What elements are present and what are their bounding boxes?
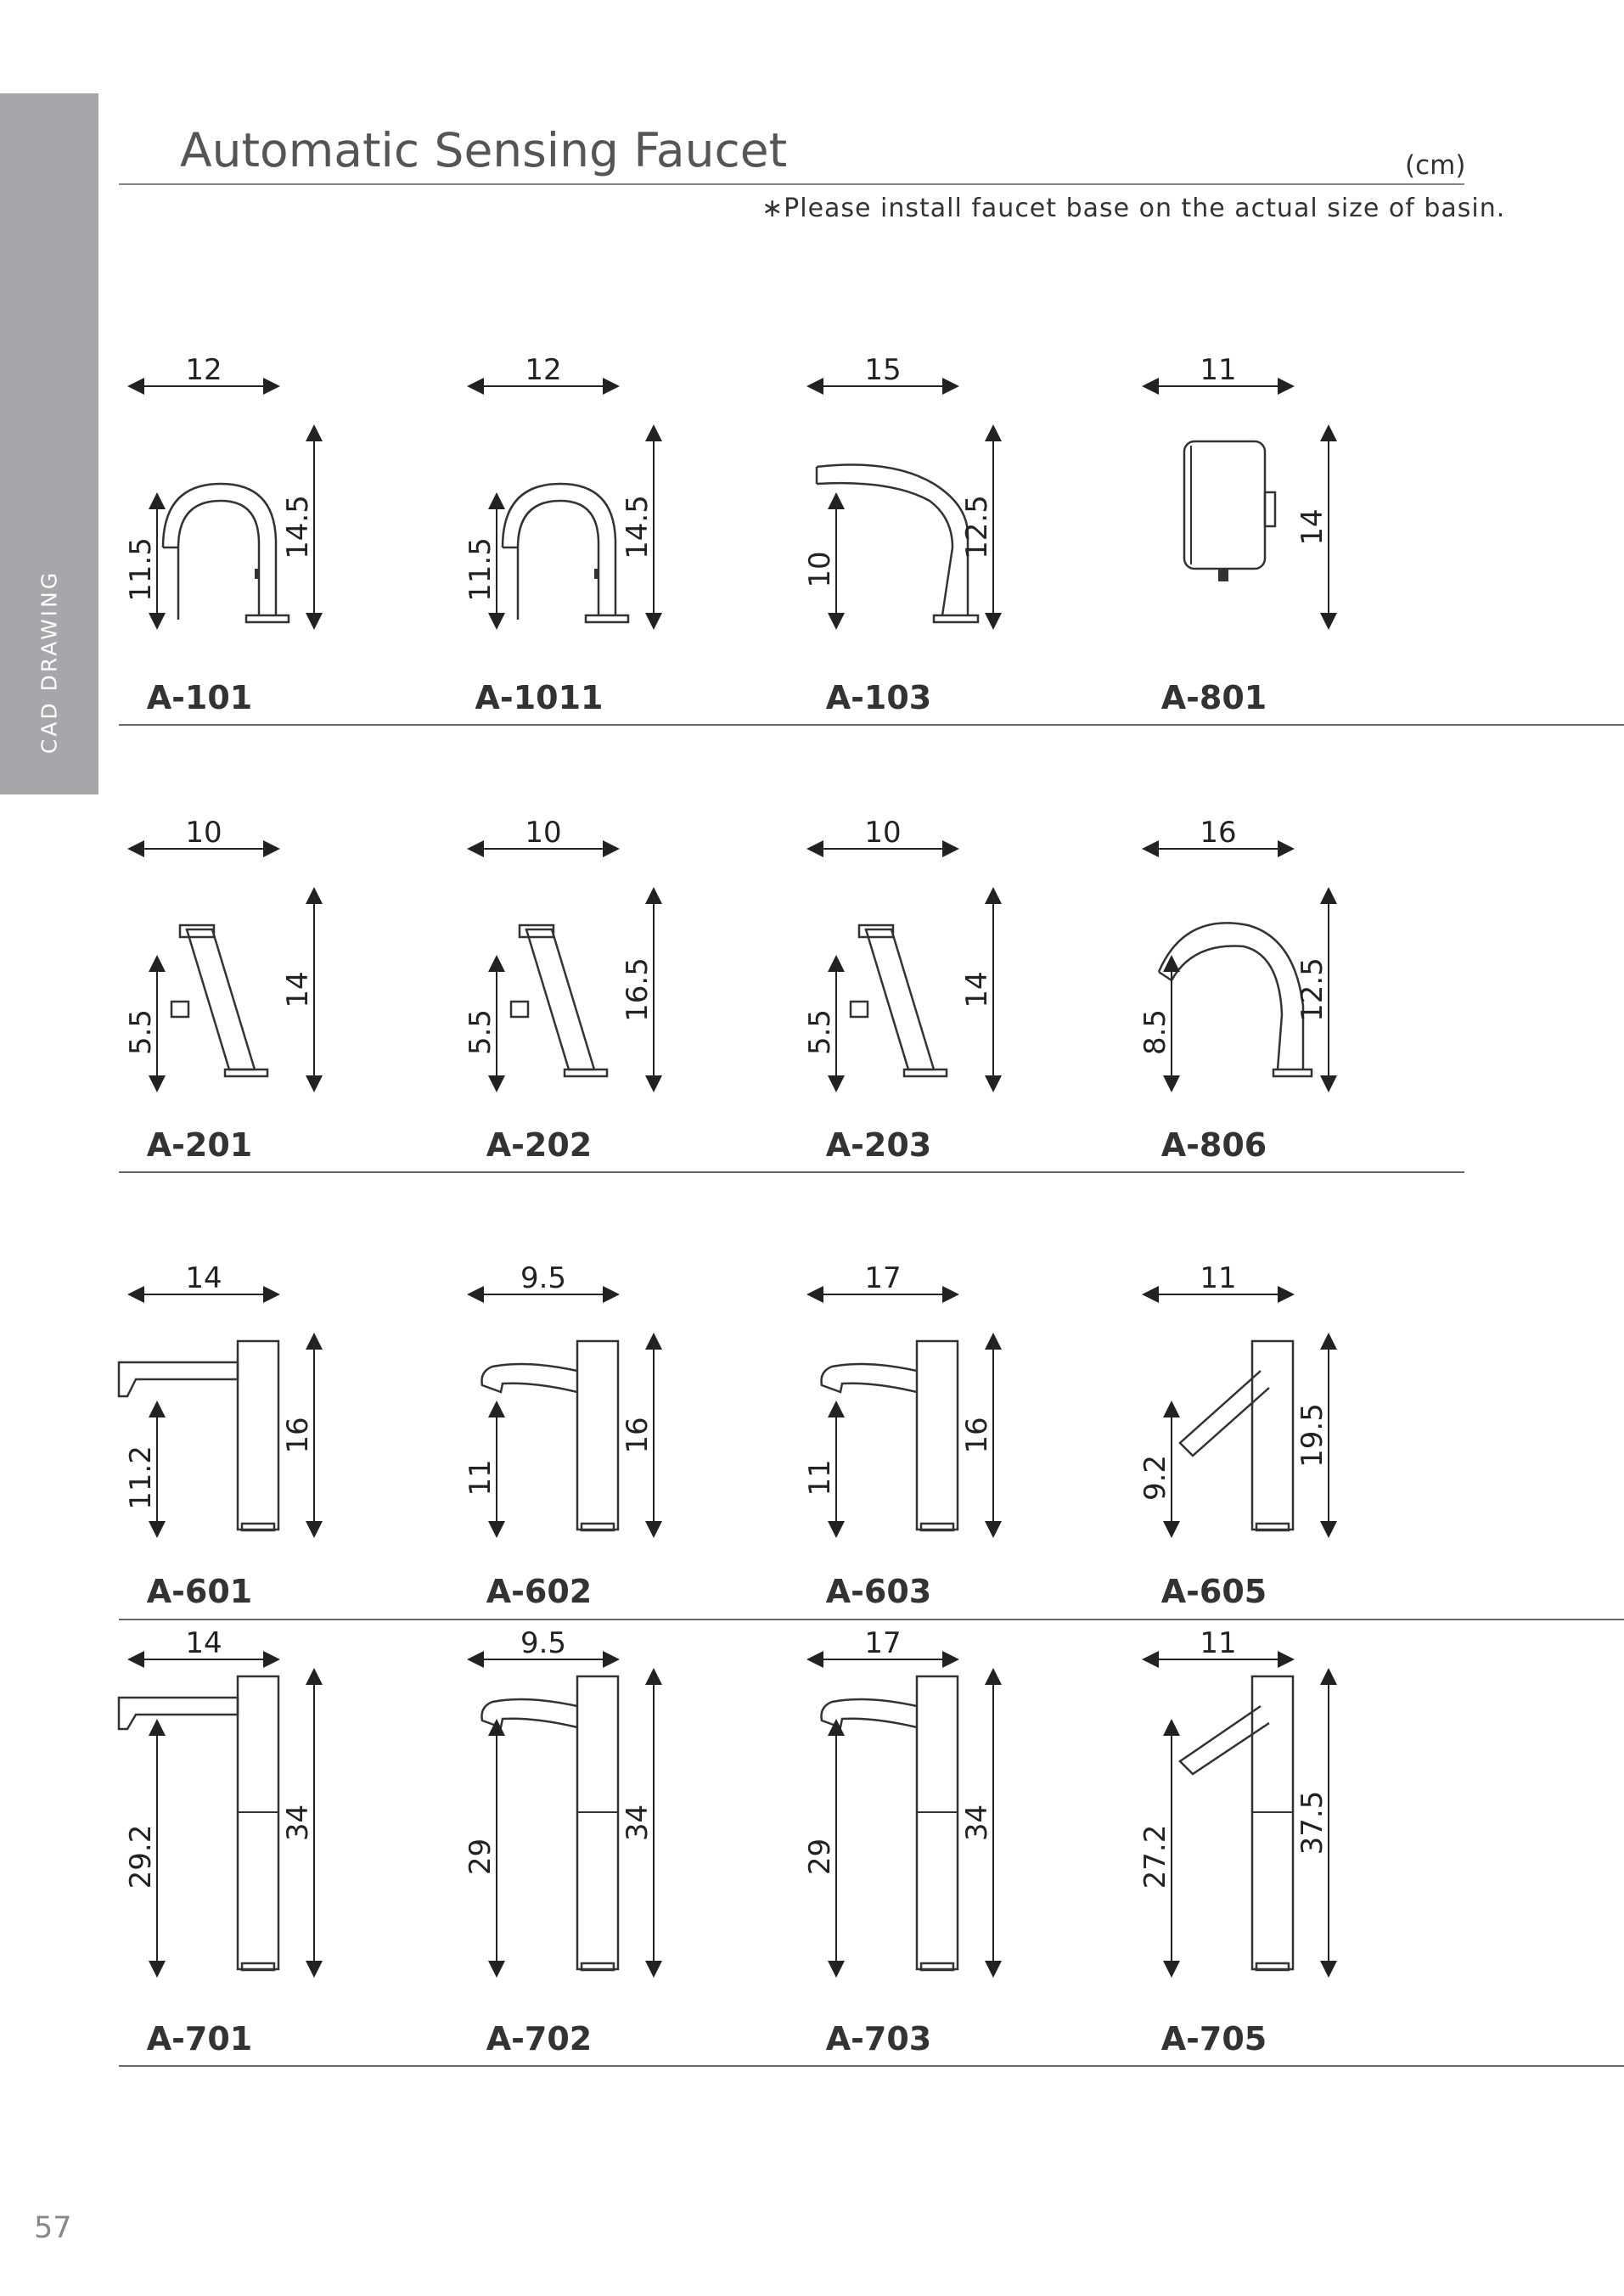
width-value: 16 (1200, 816, 1237, 850)
total-height-value: 34 (960, 1804, 994, 1842)
faucet-drawing (424, 816, 781, 1091)
faucet-drawing (764, 1626, 1121, 1982)
total-height-value: 19.5 (1295, 1403, 1329, 1468)
drawing-a-201 (85, 816, 441, 1091)
total-height-value: 14.5 (281, 495, 315, 559)
spout-height-value: 29 (464, 1838, 497, 1876)
model-label: A-702 (486, 2020, 593, 2057)
spout-height-value: 11.2 (124, 1446, 158, 1510)
drawing-a-601 (85, 1261, 441, 1536)
faucet-drawing (85, 816, 441, 1091)
drawing-a-1011 (424, 353, 781, 628)
title-divider (119, 183, 1464, 185)
total-height-value: 12.5 (1295, 957, 1329, 1022)
page-number: 57 (34, 2211, 72, 2245)
width-value: 11 (1200, 1626, 1237, 1660)
total-height-value: 14.5 (621, 495, 655, 559)
model-label: A-703 (825, 2020, 932, 2057)
spout-height-value: 8.5 (1138, 1008, 1172, 1056)
total-height-value: 14 (1295, 508, 1329, 546)
page-title: Automatic Sensing Faucet (180, 123, 788, 177)
drawing-a-101 (85, 353, 441, 628)
width-value: 12 (525, 353, 562, 387)
width-value: 14 (185, 1626, 222, 1660)
spout-height-value: 27.2 (1138, 1824, 1172, 1889)
model-label: A-601 (146, 1573, 253, 1610)
spout-height-value: 29.2 (124, 1824, 158, 1889)
width-value: 17 (864, 1626, 902, 1660)
spout-height-value: 5.5 (124, 1008, 158, 1056)
model-label: A-602 (486, 1573, 593, 1610)
faucet-drawing (85, 1626, 441, 1982)
install-note: ∗Please install faucet base on the actual size of basin. (761, 194, 1506, 223)
width-value: 11 (1200, 1261, 1237, 1295)
model-label: A-201 (146, 1126, 253, 1164)
drawing-a-203 (764, 816, 1121, 1091)
width-value: 10 (525, 816, 562, 850)
faucet-drawing (764, 353, 1121, 628)
faucet-drawing (1099, 816, 1456, 1091)
faucet-drawing (85, 1261, 441, 1536)
width-value: 9.5 (520, 1626, 567, 1660)
spout-height-value: 11 (464, 1459, 497, 1496)
row-divider (119, 1619, 1624, 1620)
spout-height-value: 11.5 (464, 537, 497, 602)
model-label: A-103 (825, 679, 932, 716)
drawing-a-705 (1099, 1626, 1456, 1982)
total-height-value: 37.5 (1295, 1790, 1329, 1855)
row-divider (119, 1171, 1464, 1173)
total-height-value: 14 (960, 971, 994, 1008)
width-value: 12 (185, 353, 222, 387)
model-label: A-603 (825, 1573, 932, 1610)
unit-label: (cm) (1405, 150, 1466, 181)
model-label: A-801 (1160, 679, 1267, 716)
spout-height-value: 29 (803, 1838, 837, 1876)
drawing-a-806 (1099, 816, 1456, 1091)
faucet-drawing (1099, 1626, 1456, 1982)
total-height-value: 14 (281, 971, 315, 1008)
total-height-value: 16 (281, 1417, 315, 1454)
spout-height-value: 10 (803, 551, 837, 588)
width-value: 11 (1200, 353, 1237, 387)
faucet-drawing (85, 353, 441, 628)
sidebar-label: CAD DRAWING (37, 570, 62, 755)
width-value: 15 (864, 353, 902, 387)
faucet-drawing (424, 353, 781, 628)
model-label: A-101 (146, 679, 253, 716)
drawing-a-103 (764, 353, 1121, 628)
width-value: 9.5 (520, 1261, 567, 1295)
total-height-value: 16 (621, 1417, 655, 1454)
faucet-drawing (1099, 1261, 1456, 1536)
spout-height-value: 5.5 (803, 1008, 837, 1056)
spout-height-value: 9.2 (1138, 1454, 1172, 1502)
drawing-a-602 (424, 1261, 781, 1536)
drawing-a-702 (424, 1626, 781, 1982)
width-value: 10 (185, 816, 222, 850)
drawing-a-202 (424, 816, 781, 1091)
total-height-value: 34 (281, 1804, 315, 1842)
model-label: A-203 (825, 1126, 932, 1164)
faucet-drawing (1099, 353, 1456, 628)
model-label: A-705 (1160, 2020, 1267, 2057)
row-divider (119, 2065, 1624, 2067)
spout-height-value: 5.5 (464, 1008, 497, 1056)
model-label: A-605 (1160, 1573, 1267, 1610)
total-height-value: 16 (960, 1417, 994, 1454)
drawing-a-801 (1099, 353, 1456, 628)
drawing-a-605 (1099, 1261, 1456, 1536)
width-value: 14 (185, 1261, 222, 1295)
total-height-value: 16.5 (621, 957, 655, 1022)
model-label: A-202 (486, 1126, 593, 1164)
faucet-drawing (764, 816, 1121, 1091)
faucet-drawing (764, 1261, 1121, 1536)
total-height-value: 12.5 (960, 495, 994, 559)
model-label: A-806 (1160, 1126, 1267, 1164)
spout-height-value: 11.5 (124, 537, 158, 602)
width-value: 10 (864, 816, 902, 850)
drawing-a-701 (85, 1626, 441, 1982)
row-divider (119, 724, 1624, 726)
model-label: A-1011 (475, 679, 604, 716)
spout-height-value: 11 (803, 1459, 837, 1496)
width-value: 17 (864, 1261, 902, 1295)
model-label: A-701 (146, 2020, 253, 2057)
faucet-drawing (424, 1261, 781, 1536)
drawing-a-603 (764, 1261, 1121, 1536)
faucet-drawing (424, 1626, 781, 1982)
drawing-a-703 (764, 1626, 1121, 1982)
total-height-value: 34 (621, 1804, 655, 1842)
